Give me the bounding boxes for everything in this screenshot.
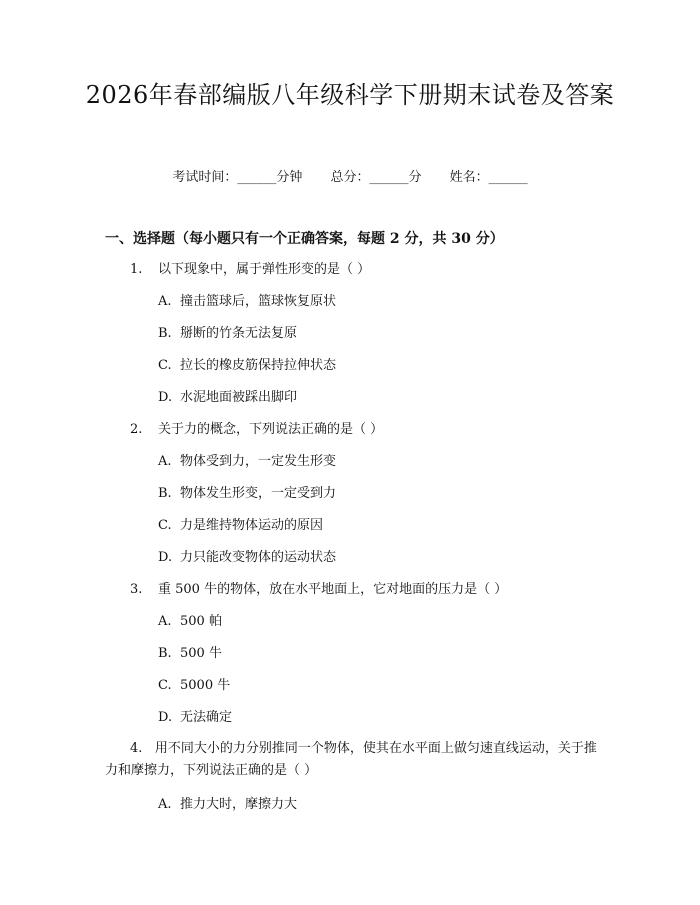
question-2 [130,420,383,440]
option-2c [158,516,323,536]
option-label: B. [158,326,172,341]
option-text: 无法确定 [180,710,233,725]
question-number: 1. [130,262,143,277]
question-number: 4. [130,741,143,756]
question-number: 3. [130,582,143,597]
option-1d [158,388,297,408]
option-3c [158,676,230,696]
option-1c [158,356,336,376]
option-text: 物体受到力，一定发生形变 [180,454,337,469]
option-text: 掰断的竹条无法复原 [180,326,298,341]
option-label: D. [158,390,173,405]
option-2d [158,548,336,568]
exam-meta [0,168,700,188]
option-3b [158,644,222,664]
option-text: 拉长的橡皮筋保持拉伸状态 [180,358,337,373]
option-text: 水泥地面被踩出脚印 [180,390,298,405]
option-label: C. [158,358,172,373]
option-2a [158,452,336,472]
option-label: C. [158,518,172,533]
option-text: 物体发生形变，一定受到力 [180,486,337,501]
option-label: A. [158,294,172,309]
option-label: A. [158,454,172,469]
name-field: 姓名：______ [449,170,528,185]
option-text: 撞击篮球后，篮球恢复原状 [180,294,337,309]
option-1a [158,292,336,312]
question-number: 2. [130,422,143,437]
option-text: 5000 牛 [180,678,231,693]
page-title: 2026年春部编版八年级科学下册期末试卷及答案 [85,81,615,109]
option-text: 力只能改变物体的运动状态 [180,550,337,565]
question-1 [130,260,370,280]
option-text: 力是维持物体运动的原因 [180,518,324,533]
option-4a [158,795,297,815]
option-1b [158,324,297,344]
question-text: 关于力的概念，下列说法正确的是（ ） [158,422,384,437]
option-text: 推力大时，摩擦力大 [180,797,298,812]
option-label: D. [158,710,173,725]
option-label: A. [158,614,172,629]
option-text: 500 牛 [180,646,222,661]
option-text: 500 帕 [180,614,222,629]
option-label: C. [158,678,172,693]
option-2b [158,484,336,504]
question-text: 以下现象中，属于弹性形变的是（ ） [158,262,371,277]
option-label: B. [158,646,172,661]
question-text: 重 500 牛的物体，放在水平地面上，它对地面的压力是（ ） [158,582,508,597]
exam-time-field: 考试时间：______分钟 [172,170,303,185]
section-title-multiple-choice: 一、选择题（每小题只有一个正确答案，每题 2 分，共 30 分） [105,231,504,247]
option-label: A. [158,797,172,812]
question-3 [130,580,507,600]
question-text: 用不同大小的力分别推同一个物体，使其在水平面上做匀速直线运动，关于推力和摩擦力，下列说法正确的是（ ） [105,741,597,778]
option-3d [158,708,232,728]
option-label: B. [158,486,172,501]
option-3a [158,612,222,632]
total-score-field: 总分：______分 [330,170,422,185]
question-4 [105,738,600,782]
option-label: D. [158,550,173,565]
